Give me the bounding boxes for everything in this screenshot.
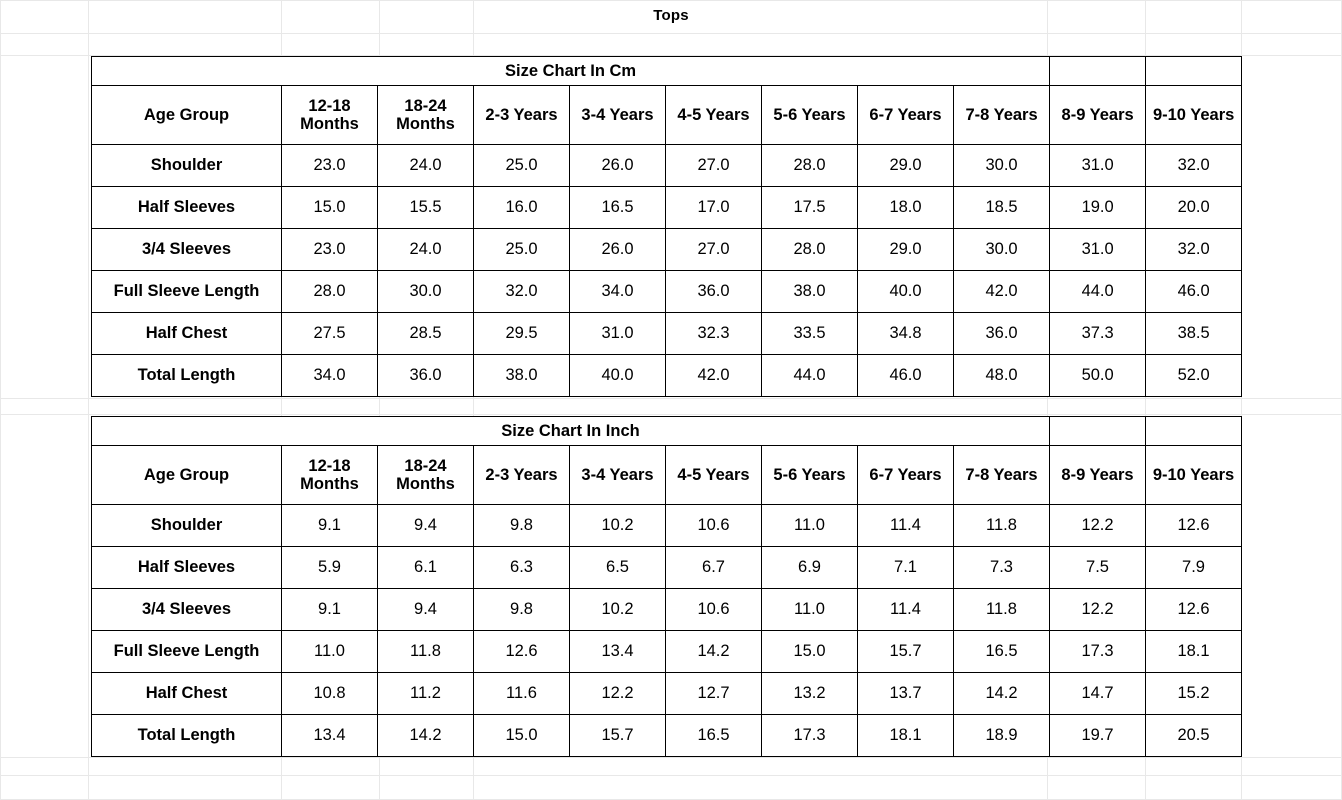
cell-inch-2-4: 10.6 xyxy=(666,589,762,631)
column-header-row-cm xyxy=(92,86,1242,145)
cell-cm-2-4: 27.0 xyxy=(666,229,762,271)
table-row xyxy=(92,673,1242,715)
cell-inch-5-2: 15.0 xyxy=(474,715,570,757)
cell-cm-3-4: 36.0 xyxy=(666,271,762,313)
size-chart-inch-container xyxy=(91,416,1241,757)
cell-inch-0-6: 11.4 xyxy=(858,505,954,547)
col-header-inch-1: 18-24 Months xyxy=(378,446,474,505)
cell-cm-5-2: 38.0 xyxy=(474,355,570,397)
cell-inch-4-1: 11.2 xyxy=(378,673,474,715)
table-row xyxy=(92,187,1242,229)
row-label-cm-2: 3/4 Sleeves xyxy=(92,229,282,271)
cell-inch-4-0: 10.8 xyxy=(282,673,378,715)
cell-cm-5-5: 44.0 xyxy=(762,355,858,397)
cell-cm-2-6: 29.0 xyxy=(858,229,954,271)
size-chart-cm-container xyxy=(91,56,1241,397)
table-row xyxy=(92,505,1242,547)
cell-cm-1-1: 15.5 xyxy=(378,187,474,229)
cell-cm-1-8: 19.0 xyxy=(1050,187,1146,229)
cell-cm-4-8: 37.3 xyxy=(1050,313,1146,355)
cell-inch-2-9: 12.6 xyxy=(1146,589,1242,631)
cell-inch-1-2: 6.3 xyxy=(474,547,570,589)
cell-inch-2-8: 12.2 xyxy=(1050,589,1146,631)
cell-inch-2-2: 9.8 xyxy=(474,589,570,631)
row-label-cm-4: Half Chest xyxy=(92,313,282,355)
cell-cm-4-2: 29.5 xyxy=(474,313,570,355)
col-header-inch-5: 5-6 Years xyxy=(762,446,858,505)
cell-inch-4-8: 14.7 xyxy=(1050,673,1146,715)
cell-cm-1-7: 18.5 xyxy=(954,187,1050,229)
cell-cm-4-4: 32.3 xyxy=(666,313,762,355)
cell-inch-5-5: 17.3 xyxy=(762,715,858,757)
row-label-inch-0: Shoulder xyxy=(92,505,282,547)
cell-cm-4-6: 34.8 xyxy=(858,313,954,355)
cell-inch-4-2: 11.6 xyxy=(474,673,570,715)
cell-inch-5-4: 16.5 xyxy=(666,715,762,757)
table-row xyxy=(92,271,1242,313)
table-row xyxy=(92,145,1242,187)
cell-cm-3-1: 30.0 xyxy=(378,271,474,313)
cell-cm-5-9: 52.0 xyxy=(1146,355,1242,397)
chart-title-row xyxy=(92,417,1242,446)
cell-cm-3-7: 42.0 xyxy=(954,271,1050,313)
table-row xyxy=(92,355,1242,397)
cell-inch-5-6: 18.1 xyxy=(858,715,954,757)
cell-inch-0-2: 9.8 xyxy=(474,505,570,547)
cell-cm-0-0: 23.0 xyxy=(282,145,378,187)
cell-cm-3-5: 38.0 xyxy=(762,271,858,313)
cell-cm-5-4: 42.0 xyxy=(666,355,762,397)
chart-title-spacer-4 xyxy=(1146,417,1242,446)
column-header-row-inch xyxy=(92,446,1242,505)
table-row xyxy=(92,547,1242,589)
cell-cm-0-2: 25.0 xyxy=(474,145,570,187)
cell-inch-3-0: 11.0 xyxy=(282,631,378,673)
cell-cm-2-8: 31.0 xyxy=(1050,229,1146,271)
cell-cm-0-8: 31.0 xyxy=(1050,145,1146,187)
col-header-inch-3: 3-4 Years xyxy=(570,446,666,505)
cell-inch-3-5: 15.0 xyxy=(762,631,858,673)
cell-cm-2-7: 30.0 xyxy=(954,229,1050,271)
cell-inch-4-4: 12.7 xyxy=(666,673,762,715)
cell-inch-1-4: 6.7 xyxy=(666,547,762,589)
cell-cm-1-0: 15.0 xyxy=(282,187,378,229)
cell-cm-1-3: 16.5 xyxy=(570,187,666,229)
cell-inch-4-9: 15.2 xyxy=(1146,673,1242,715)
cell-inch-0-1: 9.4 xyxy=(378,505,474,547)
table-row xyxy=(92,715,1242,757)
table-row xyxy=(92,313,1242,355)
cell-cm-2-5: 28.0 xyxy=(762,229,858,271)
cell-inch-3-1: 11.8 xyxy=(378,631,474,673)
cell-cm-1-2: 16.0 xyxy=(474,187,570,229)
row-label-inch-2: 3/4 Sleeves xyxy=(92,589,282,631)
col-header-inch-4: 4-5 Years xyxy=(666,446,762,505)
col-header-cm-5: 5-6 Years xyxy=(762,86,858,145)
cell-inch-2-1: 9.4 xyxy=(378,589,474,631)
cell-cm-0-6: 29.0 xyxy=(858,145,954,187)
cell-inch-3-9: 18.1 xyxy=(1146,631,1242,673)
col-header-inch-7: 7-8 Years xyxy=(954,446,1050,505)
cell-inch-3-2: 12.6 xyxy=(474,631,570,673)
cell-cm-3-6: 40.0 xyxy=(858,271,954,313)
row-label-cm-0: Shoulder xyxy=(92,145,282,187)
cell-inch-0-3: 10.2 xyxy=(570,505,666,547)
row-label-cm-3: Full Sleeve Length xyxy=(92,271,282,313)
cell-cm-0-4: 27.0 xyxy=(666,145,762,187)
cell-cm-4-9: 38.5 xyxy=(1146,313,1242,355)
col-header-cm-1: 18-24 Months xyxy=(378,86,474,145)
chart-title-cm: Size Chart In Cm xyxy=(92,57,1050,86)
cell-inch-3-3: 13.4 xyxy=(570,631,666,673)
cell-inch-2-3: 10.2 xyxy=(570,589,666,631)
cell-cm-1-6: 18.0 xyxy=(858,187,954,229)
cell-inch-4-6: 13.7 xyxy=(858,673,954,715)
row-label-inch-1: Half Sleeves xyxy=(92,547,282,589)
cell-cm-2-3: 26.0 xyxy=(570,229,666,271)
cell-inch-4-5: 13.2 xyxy=(762,673,858,715)
cell-cm-5-0: 34.0 xyxy=(282,355,378,397)
cell-inch-4-3: 12.2 xyxy=(570,673,666,715)
cell-inch-1-8: 7.5 xyxy=(1050,547,1146,589)
cell-inch-2-5: 11.0 xyxy=(762,589,858,631)
cell-inch-0-9: 12.6 xyxy=(1146,505,1242,547)
cell-inch-2-0: 9.1 xyxy=(282,589,378,631)
col-header-cm-4: 4-5 Years xyxy=(666,86,762,145)
cell-cm-5-7: 48.0 xyxy=(954,355,1050,397)
cell-inch-1-5: 6.9 xyxy=(762,547,858,589)
cell-inch-2-6: 11.4 xyxy=(858,589,954,631)
table-row xyxy=(92,589,1242,631)
cell-cm-4-0: 27.5 xyxy=(282,313,378,355)
cell-inch-0-4: 10.6 xyxy=(666,505,762,547)
size-chart-cm-table xyxy=(91,56,1242,397)
cell-cm-2-9: 32.0 xyxy=(1146,229,1242,271)
col-header-inch-6: 6-7 Years xyxy=(858,446,954,505)
cell-inch-5-1: 14.2 xyxy=(378,715,474,757)
cell-cm-5-6: 46.0 xyxy=(858,355,954,397)
cell-inch-1-6: 7.1 xyxy=(858,547,954,589)
row-label-inch-5: Total Length xyxy=(92,715,282,757)
cell-inch-0-5: 11.0 xyxy=(762,505,858,547)
cell-cm-3-0: 28.0 xyxy=(282,271,378,313)
cell-cm-3-2: 32.0 xyxy=(474,271,570,313)
cell-cm-0-1: 24.0 xyxy=(378,145,474,187)
col-header-inch-8: 8-9 Years xyxy=(1050,446,1146,505)
cell-inch-3-4: 14.2 xyxy=(666,631,762,673)
cell-inch-1-0: 5.9 xyxy=(282,547,378,589)
cell-inch-5-9: 20.5 xyxy=(1146,715,1242,757)
cell-cm-4-5: 33.5 xyxy=(762,313,858,355)
cell-cm-1-4: 17.0 xyxy=(666,187,762,229)
col-header-cm-7: 7-8 Years xyxy=(954,86,1050,145)
cell-inch-2-7: 11.8 xyxy=(954,589,1050,631)
col-header-inch-0: 12-18 Months xyxy=(282,446,378,505)
cell-cm-0-5: 28.0 xyxy=(762,145,858,187)
size-chart-inch-table xyxy=(91,416,1242,757)
cell-cm-2-2: 25.0 xyxy=(474,229,570,271)
cell-inch-3-6: 15.7 xyxy=(858,631,954,673)
row-header-label-cm: Age Group xyxy=(92,86,282,145)
cell-cm-2-0: 23.0 xyxy=(282,229,378,271)
row-label-cm-5: Total Length xyxy=(92,355,282,397)
cell-cm-0-7: 30.0 xyxy=(954,145,1050,187)
row-header-label-inch: Age Group xyxy=(92,446,282,505)
col-header-inch-2: 2-3 Years xyxy=(474,446,570,505)
cell-inch-0-0: 9.1 xyxy=(282,505,378,547)
cell-cm-3-3: 34.0 xyxy=(570,271,666,313)
chart-title-spacer-2 xyxy=(1146,57,1242,86)
cell-inch-1-9: 7.9 xyxy=(1146,547,1242,589)
cell-cm-5-8: 50.0 xyxy=(1050,355,1146,397)
col-header-cm-8: 8-9 Years xyxy=(1050,86,1146,145)
cell-cm-5-1: 36.0 xyxy=(378,355,474,397)
cell-inch-3-8: 17.3 xyxy=(1050,631,1146,673)
cell-inch-1-3: 6.5 xyxy=(570,547,666,589)
cell-inch-0-7: 11.8 xyxy=(954,505,1050,547)
cell-inch-3-7: 16.5 xyxy=(954,631,1050,673)
cell-cm-1-9: 20.0 xyxy=(1146,187,1242,229)
cell-cm-4-1: 28.5 xyxy=(378,313,474,355)
cell-cm-4-7: 36.0 xyxy=(954,313,1050,355)
cell-inch-5-3: 15.7 xyxy=(570,715,666,757)
table-row xyxy=(92,631,1242,673)
chart-title-spacer-1 xyxy=(1050,57,1146,86)
col-header-cm-9: 9-10 Years xyxy=(1146,86,1242,145)
col-header-inch-9: 9-10 Years xyxy=(1146,446,1242,505)
cell-inch-1-1: 6.1 xyxy=(378,547,474,589)
cell-inch-5-8: 19.7 xyxy=(1050,715,1146,757)
col-header-cm-0: 12-18 Months xyxy=(282,86,378,145)
cell-cm-3-9: 46.0 xyxy=(1146,271,1242,313)
cell-inch-1-7: 7.3 xyxy=(954,547,1050,589)
cell-cm-5-3: 40.0 xyxy=(570,355,666,397)
cell-inch-0-8: 12.2 xyxy=(1050,505,1146,547)
cell-inch-5-0: 13.4 xyxy=(282,715,378,757)
cell-cm-2-1: 24.0 xyxy=(378,229,474,271)
chart-title-spacer-3 xyxy=(1050,417,1146,446)
chart-title-row xyxy=(92,57,1242,86)
col-header-cm-6: 6-7 Years xyxy=(858,86,954,145)
row-label-inch-4: Half Chest xyxy=(92,673,282,715)
cell-inch-4-7: 14.2 xyxy=(954,673,1050,715)
page-title: Tops xyxy=(653,7,689,24)
row-label-inch-3: Full Sleeve Length xyxy=(92,631,282,673)
chart-title-inch: Size Chart In Inch xyxy=(92,417,1050,446)
cell-cm-0-9: 32.0 xyxy=(1146,145,1242,187)
cell-inch-5-7: 18.9 xyxy=(954,715,1050,757)
cell-cm-1-5: 17.5 xyxy=(762,187,858,229)
cell-cm-3-8: 44.0 xyxy=(1050,271,1146,313)
cell-cm-4-3: 31.0 xyxy=(570,313,666,355)
row-label-cm-1: Half Sleeves xyxy=(92,187,282,229)
table-row xyxy=(92,229,1242,271)
col-header-cm-3: 3-4 Years xyxy=(570,86,666,145)
cell-cm-0-3: 26.0 xyxy=(570,145,666,187)
col-header-cm-2: 2-3 Years xyxy=(474,86,570,145)
